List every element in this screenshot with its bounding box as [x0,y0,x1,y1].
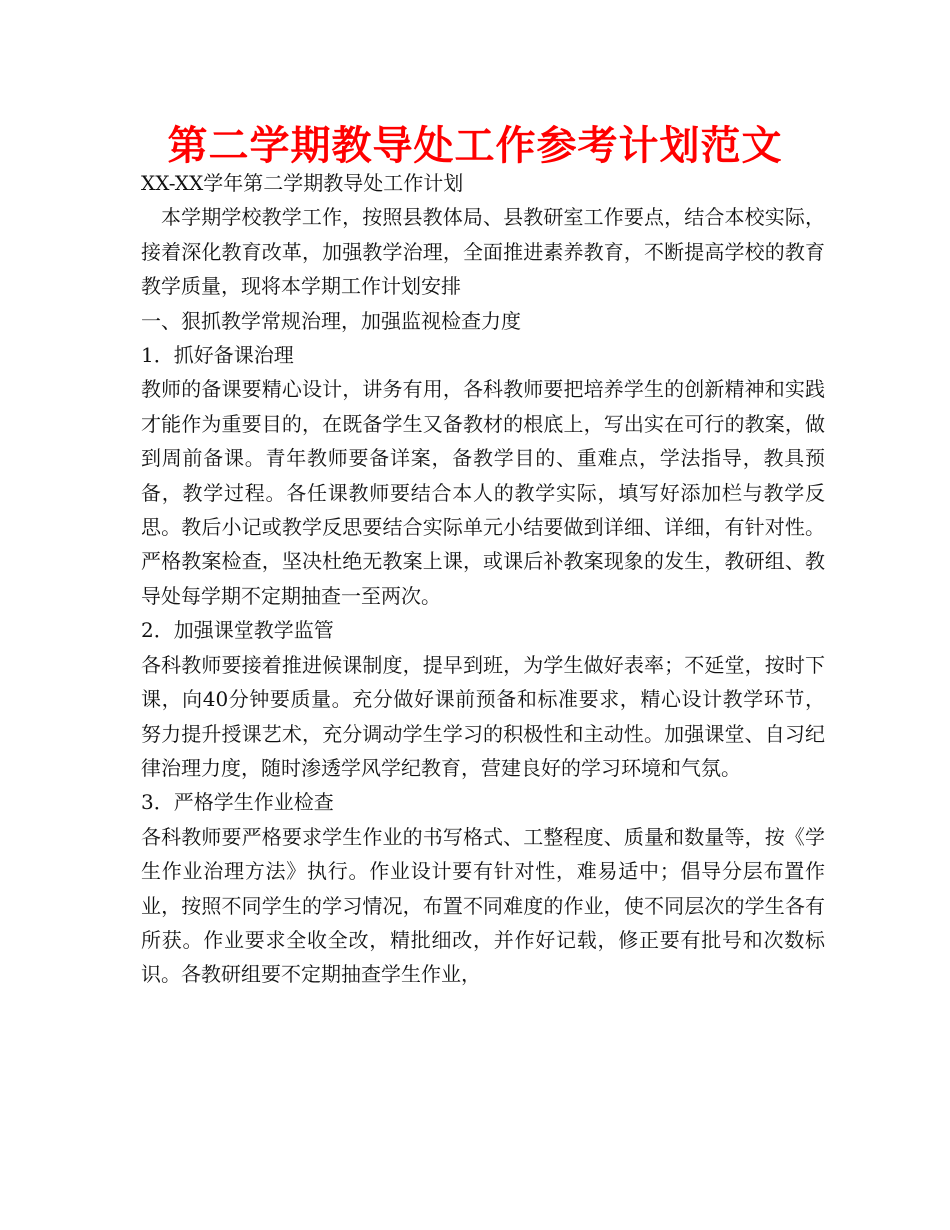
body-paragraph: 教师的备课要精心设计，讲务有用，各科教师要把培养学生的创新精神和实践才能作为重要目的，在既备学生又备教材的根底上，写出实在可行的教案，做到周前备课。青年教师要备详案，备教学目的、重难点，学法指导，教具预备，教学过程。各任课教师要结合本人的教学实际，填写好添加栏与教学反思。教后小记或教学反思要结合实际单元小结要做到详细、详细，有针对性。严格教案检查，坚决杜绝无教案上课，或课后补教案现象的发生，教研组、教导处每学期不定期抽查一至两次。 [141,377,825,608]
section-heading: 一、狠抓教学常规治理，加强监视检查力度 [141,308,521,333]
subsection-heading: 2．加强课堂教学监管 [141,618,334,643]
subtitle-line: XX-XX学年第二学期教导处工作计划 [141,171,464,195]
document-title: 第二学期教导处工作参考计划范文 [167,123,783,169]
body-paragraph: 各科教师要接着推进候课制度，提早到班，为学生做好表率；不延堂，按时下课，向40分钟要质量。充分做好课前预备和标准要求，精心设计教学环节，努力提升授课艺术，充分调动学生学习的积极性和主动性。加强课堂、自习纪律治理力度，随时渗透学风学纪教育，营建良好的学习环境和气氛。 [141,652,825,780]
subsection-heading: 3．严格学生作业检查 [141,790,334,815]
document-body [141,166,825,992]
subsection-heading: 1．抓好备课治理 [141,343,294,368]
body-paragraph: 各科教师要严格要求学生作业的书写格式、工整程度、质量和数量等，按《学生作业治理方法》执行。作业设计要有针对性，难易适中；倡导分层布置作业，按照不同学生的学习情况，布置不同难度的作业，使不同层次的学生各有所获。作业要求全收全改，精批细改，并作好记载，修正要有批号和次数标识。各教研组要不定期抽查学生作业， [141,824,825,987]
intro-paragraph: 本学期学校教学工作，按照县教体局、县教研室工作要点，结合本校实际，接着深化教育改革，加强教学治理，全面推进素养教育，不断提高学校的教育教学质量，现将本学期工作计划安排 [141,205,825,299]
